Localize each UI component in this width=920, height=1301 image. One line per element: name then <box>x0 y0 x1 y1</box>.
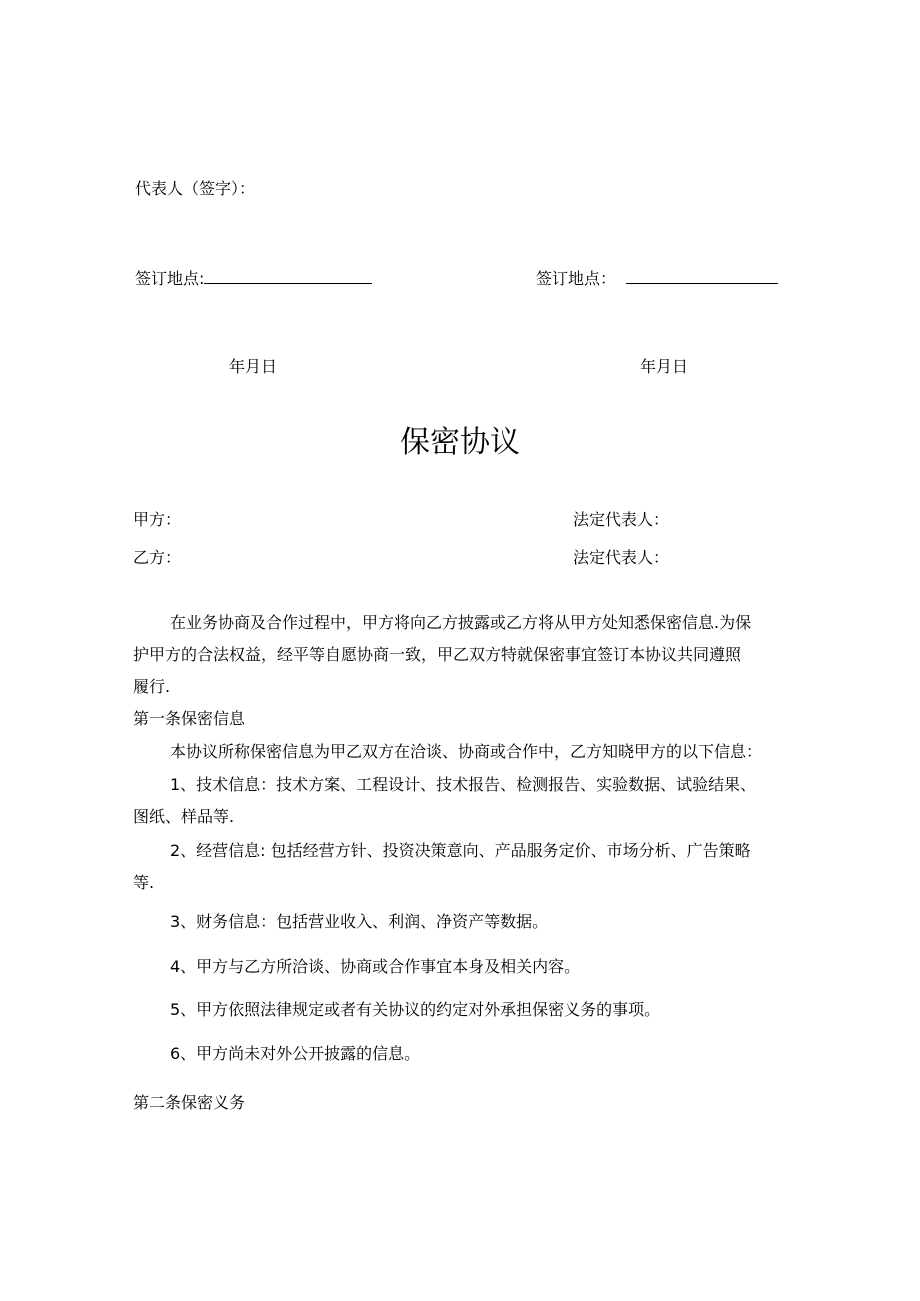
intro-line-3: 履行. <box>133 677 171 696</box>
item-1-line-1: 1、技术信息：技术方案、工程设计、技术报告、检测报告、实验数据、试验结果、 <box>170 775 757 794</box>
representative-signature-label: 代表人（签字）： <box>135 179 256 198</box>
left-date: 年月日 <box>229 357 278 376</box>
right-signing-place-label: 签订地点： <box>536 269 617 288</box>
party-a-label: 甲方： <box>133 510 182 529</box>
item-6: 6、甲方尚未对外公开披露的信息。 <box>170 1044 421 1063</box>
item-4: 4、甲方与乙方所洽谈、协商或合作事宜本身及相关内容。 <box>170 957 581 976</box>
intro-line-1: 在业务协商及合作过程中，甲方将向乙方披露或乙方将从甲方处知悉保密信息.为保 <box>170 613 752 632</box>
item-3: 3、财务信息：包括营业收入、利润、净资产等数据。 <box>170 912 549 931</box>
article-1-intro: 本协议所称保密信息为甲乙双方在洽谈、协商或合作中，乙方知晓甲方的以下信息： <box>170 742 763 761</box>
item-2-line-1: 2、经营信息: 包括经营方针、投资决策意向、产品服务定价、市场分析、广告策略 <box>170 841 751 860</box>
right-date: 年月日 <box>640 357 689 376</box>
party-b-label: 乙方： <box>133 548 182 567</box>
legal-rep-a-label: 法定代表人： <box>573 510 670 529</box>
legal-rep-b-label: 法定代表人： <box>573 548 670 567</box>
article-2-heading: 第二条保密义务 <box>133 1093 246 1112</box>
left-signing-place <box>135 269 372 289</box>
right-signing-place <box>536 269 778 289</box>
article-1-heading: 第一条保密信息 <box>133 709 246 728</box>
intro-line-2: 护甲方的合法权益，经平等自愿协商一致，甲乙双方特就保密事宜签订本协议共同遵照 <box>133 645 742 664</box>
left-signing-place-label: 签订地点: <box>135 269 205 288</box>
item-5: 5、甲方依照法律规定或者有关协议的约定对外承担保密义务的事项。 <box>170 1000 661 1019</box>
document-title: 保密协议 <box>400 425 520 460</box>
item-2-line-2: 等. <box>133 873 155 892</box>
right-signing-place-line <box>626 269 778 284</box>
item-1-line-2: 图纸、样品等. <box>133 807 235 826</box>
left-signing-place-line <box>204 269 372 284</box>
